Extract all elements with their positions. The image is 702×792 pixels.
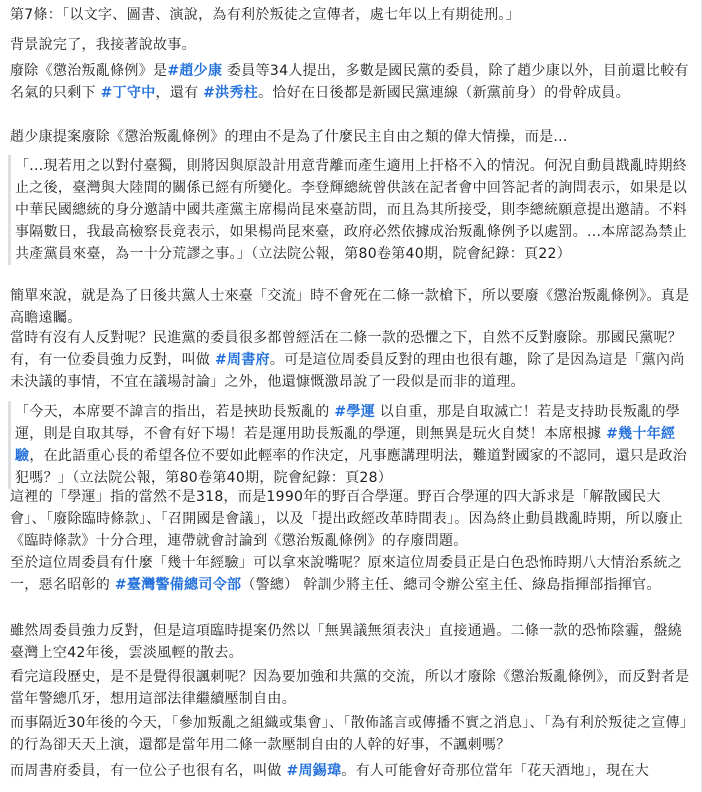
paragraph-reason-intro: 趙少康提案廢除《懲治叛亂條例》的理由不是為了什麼民主自由之類的偉大情操，而是... xyxy=(10,129,568,145)
text-segment: 廢除《懲治叛亂條例》是 xyxy=(10,63,168,79)
paragraph-transition: 背景說完了，我接著說故事。 xyxy=(10,37,196,53)
quote-zhou xyxy=(8,401,697,489)
text-segment: 以自重，那是自取滅亡！若是支持助長叛亂的學運，則是自取其辱，不會有好下場！若是運用助長叛亂的學運，則無異是玩火自焚！本席根據 xyxy=(15,404,681,442)
hashtag-link[interactable]: #洪秀柱 xyxy=(203,85,259,101)
paragraph-irony: 看完這段歷史，是不是覺得很諷刺呢？因為要加強和共黨的交流，所以才廢除《懲治叛亂條例》，而反對者是當年警總爪牙，想用這部法律繼續壓制自由。 xyxy=(10,669,690,707)
paragraph-passed: 雖然周委員強力反對，但是這項臨時提案仍然以「無異議無須表決」直接通過。二條一款的恐怖陰霾，盤繞臺灣上空42年後，雲淡風輕的散去。 xyxy=(10,623,683,661)
paragraph-student-movement: 這裡的「學運」指的當然不是318，而是1990年的野百合學運。野百合學運的四大訴求是「解散國民大會」、「廢除臨時條款」、「召開國是會議」，以及「提出政經改革時間表」。因為終止動員戡亂時期，所以廢止《臨時條款》十分合理，連帶就會討論到《懲治叛亂條例》的存廢問題。 xyxy=(10,489,683,549)
text-segment: 至於這位周委員有什麼「幾十年經驗」可以拿來說嘴呢？原來這位周委員正是白色恐怖時期八大情治系統之一，惡名昭彰的 xyxy=(10,555,683,593)
paragraph-son xyxy=(10,760,692,782)
hashtag-link[interactable]: #丁守中 xyxy=(100,85,156,101)
text-segment: 委員等34人提出，多數是國民黨的委員，除了趙少康以外，目前還比較有名氣的只剩下 xyxy=(10,63,689,101)
hashtag-link[interactable]: #學運 xyxy=(334,404,375,420)
paragraph-today: 而事隔近30年後的今天，「參加叛亂之組織或集會」、「散佈謠言或傳播不實之消息」、「為有利於叛徒之宣傳」的行為卻天天上演，還都是當年用二條一款壓制自由的人幹的好事，不諷刺嗎？ xyxy=(10,715,688,753)
text-segment: 而周書府委員，有一位公子也很有名，叫做 xyxy=(10,763,287,779)
paragraph-opposition xyxy=(10,327,692,393)
text-segment: （警總） 幹訓少將主任、總司令辦公室主任、綠島指揮部指揮官。 xyxy=(241,577,661,593)
text-segment: 當時有沒有人反對呢？民進黨的委員很多都曾經活在二條一款的恐懼之下，自然不反對廢除。那國民黨呢？有，有一位委員強力反對，叫做 xyxy=(10,330,683,368)
text-segment: 「今天，本席要不諱言的指出，若是挾助長叛亂的 xyxy=(15,404,335,420)
hashtag-link[interactable]: #趙少康 xyxy=(167,63,223,79)
text-segment: ，在此語重心長的希望各位不要如此輕率的作決定，凡事應講理明法，難道對國家的不認同，還只是政治犯嗎？」（立法院公報，第80卷第40期，院會紀錄：頁28） xyxy=(15,448,688,486)
text-segment: 。恰好在日後都是新國民黨連線（新黨前身）的骨幹成員。 xyxy=(258,85,630,101)
hashtag-link[interactable]: #周錫瑋 xyxy=(286,763,342,779)
hashtag-link[interactable]: #臺灣警備總司令部 xyxy=(114,577,242,593)
hashtag-link[interactable]: #幾十年經驗 xyxy=(15,426,676,464)
paragraph-article-7: 第7條：「以文字、圖書、演說，為有利於叛徒之宣傳者，處七年以上有期徒刑。」 xyxy=(10,7,521,23)
paragraph-garrison xyxy=(10,552,692,596)
hashtag-link[interactable]: #周書府 xyxy=(214,352,270,368)
paragraph-summary: 簡單來說，就是為了日後共黨人士來臺「交流」時不會死在二條一款槍下，所以要廢《懲治叛亂條例》。真是高瞻遠矚。 xyxy=(10,288,690,326)
text-segment: 。可是這位周委員反對的理由也很有趣，除了是因為這是「黨內尚未決議的事情，不宜在議場討論」之外，他還慷慨激昂說了一段似是而非的道理。 xyxy=(10,352,685,390)
text-segment: 。有人可能會好奇那位當年「花天酒地」，現在大 xyxy=(341,763,649,779)
text-segment: ，還有 xyxy=(155,85,204,101)
quote-zhao: 「...現若用之以對付臺獨，則將因與原設計用意背離而產生適用上扞格不入的情況。何況自動員戡亂時期終止之後，臺灣與大陸間的關係已經有所變化。李登輝總統曾供該在記者會中回答記者的詢問表示，如果是以中華民國總統的身分邀請中國共產黨主席楊尚昆來臺訪問，而且為其所接受，則李總統願意提出邀請。不料事隔數日，我最高檢察長竟表示，如果楊尚昆來臺，政府必然依據成治叛亂條例予以處罰。...本席認為禁止共產黨員來臺，為一十分荒謬之事。」（立法院公報，第80卷第40期，院會紀錄：頁22） xyxy=(8,155,697,265)
paragraph-proposal xyxy=(10,60,692,104)
